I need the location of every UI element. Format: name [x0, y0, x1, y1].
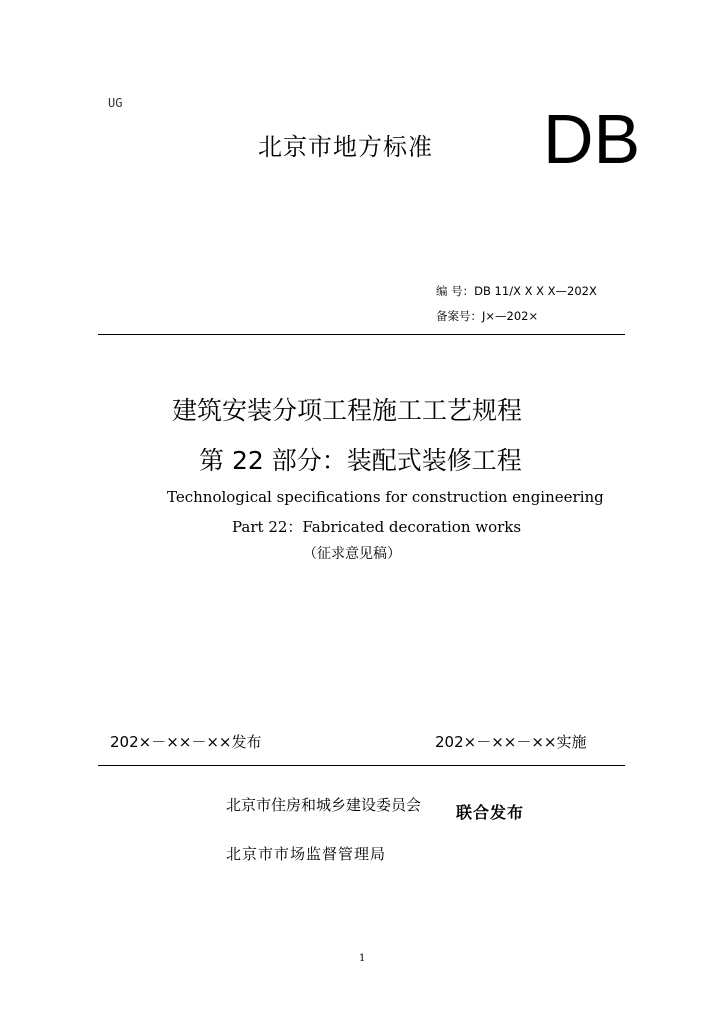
standard-type-title: 北京市地方标准 [258, 133, 433, 161]
top-divider [98, 334, 625, 335]
record-number: 备案号：J×—202× [436, 309, 539, 323]
document-part-en: Part 22：Fabricated decoration works [232, 518, 522, 536]
issuer-housing-commission: 北京市住房和城乡建设委员会 [226, 796, 422, 814]
joint-release-label: 联合发布 [456, 803, 525, 822]
document-title-en: Technological specifications for construction engineering [167, 488, 604, 506]
standard-number: 编 号：DB 11/X X X X—202X [436, 284, 597, 298]
bottom-divider [98, 765, 625, 766]
implement-date: 202×－××－××实施 [435, 733, 587, 751]
db-mark: DB [543, 100, 641, 178]
document-part-cn: 第 22 部分：装配式装修工程 [199, 446, 522, 475]
page-number: 1 [359, 953, 366, 964]
corner-code: UG [108, 96, 123, 110]
draft-status: （征求意见稿） [303, 546, 401, 562]
document-title-cn: 建筑安装分项工程施工工艺规程 [172, 396, 523, 425]
publish-date: 202×－××－××发布 [110, 733, 262, 751]
issuer-market-bureau: 北京市市场监督管理局 [226, 845, 387, 863]
